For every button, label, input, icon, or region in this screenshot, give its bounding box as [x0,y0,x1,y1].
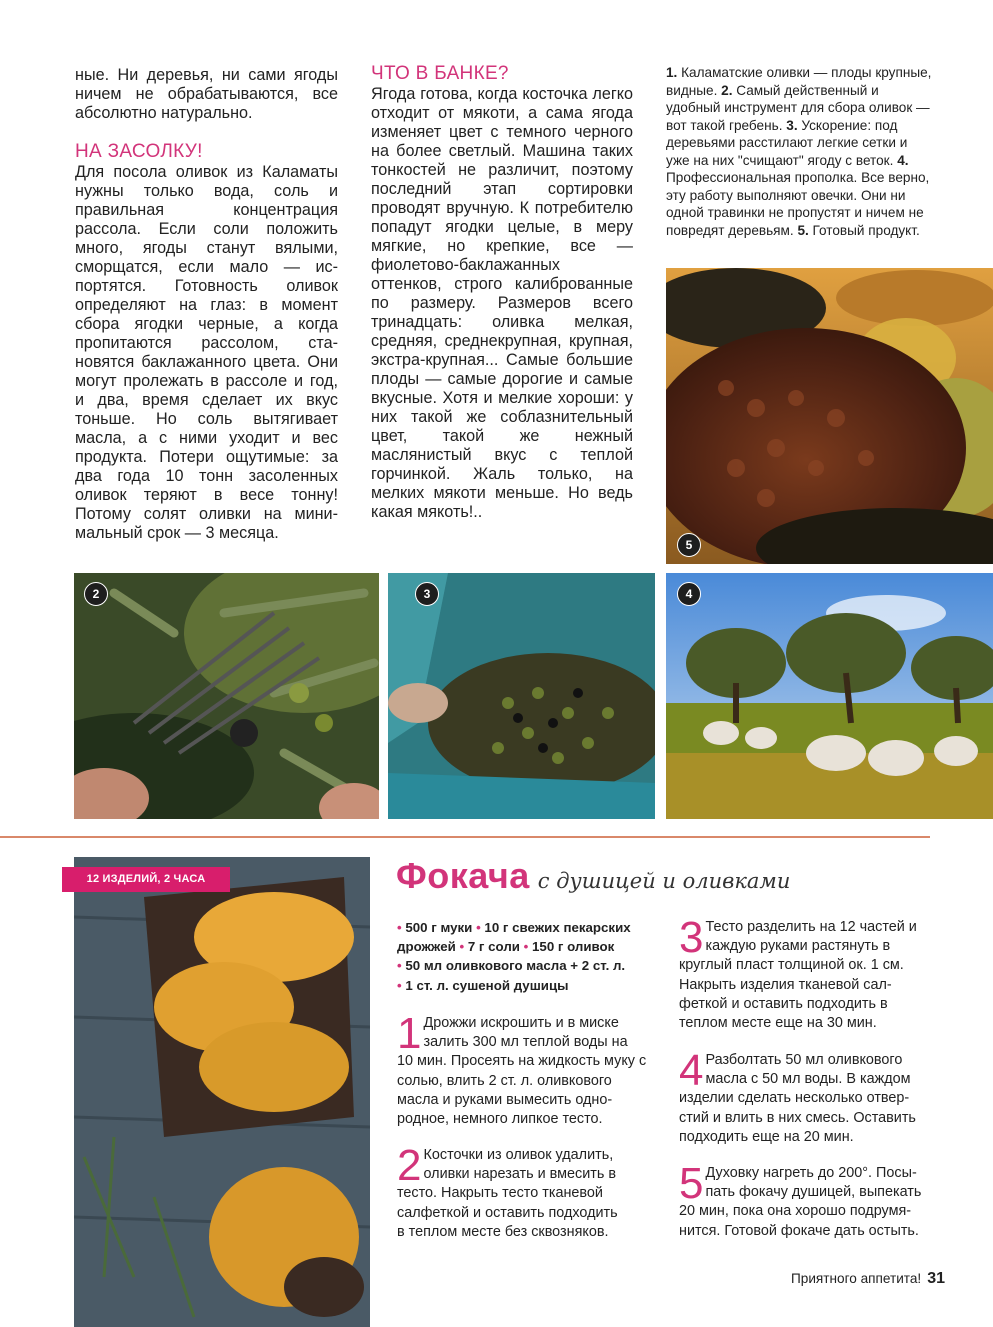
col2-paragraph-1: Ягода готова, когда косточка легко отходит от мякоти, а сама ягода изменяет цвет с темного черного на более светлый. Машина таких тонкостей не различит, поэтому последний этап сортировки проводят вручную. К потребителю попадут ягодки целые, в меру мягкие, но крепкие, все — фиолетово-баклажанных оттенков, строго калиброванные по размеру. Размеров всего тринадцать: оливка мелкая, средняя, среднекрупная, крупная, экстра-крупная... Самые большие плоды — самые дорогие и самые вкусные. Хотя и мелкие хороши: у них такой же соблазнительный цвет, такой же нежный маслянистый вкус с теплой горчинкой. Жаль только, на мелких мякоти меньше. Но ведь какая мякоть!.. [371,85,633,521]
recipe-title-main: Фокача [396,855,530,896]
ingredient: 1 ст. л. сушеной душицы [405,977,569,993]
step-text: Тесто разделить на 12 частей и каждую руками растянуть в круглый пласт толщиной ок. 1 см. Накрыть изделия тканевой салфеткой и оставить подходить в теплом месте еще на 30 мин. [679,919,917,1032]
recipe-title [396,855,790,897]
step-text: Косточки из оливок удалить, оливки нарезать и вмесить в тесто. Накрыть тесто тканевой салфеткой и оставить подходить в теплом месте без сквозняков. [397,1147,618,1240]
recipe-step-3 [679,913,931,1033]
recipe-subtitle: с душицей и оливками [537,869,791,893]
caption-text-1: Каламатские оливки — плоды крупные, видные. [666,65,932,98]
recipe-step-1 [397,1009,647,1129]
caption-num-3: 3. [786,117,798,133]
photo-captions [666,64,932,239]
step-text: Разболтать 50 мл оливкового масла с 50 мл воды. В каждом изделии сделать несколько отверстий и влить в них смесь. Оставить подходить еще на 20 мин. [679,1052,916,1145]
page-footer [791,1270,945,1288]
caption-text-5: Готовый продукт. [808,222,920,238]
caption-num-5: 5. [797,222,809,238]
caption-text-3: Ускорение: под деревьями расстилают легкие сетки и уже на них "счищают" ягоду с веток. [666,117,908,168]
photo-focaccia [74,857,370,1327]
photo-olives-bowls [666,268,993,564]
col1-paragraph-2: Для посола оливок из Каламаты нужны только вода, соль и правильная концентрация рассола. Если соли положить много, ягоды станут вялыми, сморщатся, если мало — испортятся. Готовность оливок определяют на глаз: в момент сбора ягодки черные, а когда пропитаются рассолом, становятся баклажанного цвета. Они могут пролежать в рассоле и год, и два, время сделает их вкус тоньше. Но соль вытягивает масла, а с ними уходит и вес продукта. Потери ощутимые: за два года 10 тонн засоленных оливок теряют в весе тонну! Потому солят оливки на минимальный срок — 3 месяца. [75,163,338,542]
ingredient: 10 г свежих пекарских дрожжей [397,920,631,955]
photo-badge-3: 3 [415,582,439,606]
ingredient: 150 г оливок [532,939,615,955]
article-column-1 [75,66,338,543]
ingredient: 50 мл оливкового масла + 2 ст. л. [405,958,626,974]
photo-olive-comb [74,573,379,819]
photo-badge-5: 5 [677,533,701,557]
page-number: 31 [927,1270,945,1287]
article-column-2 [371,63,633,522]
photo-olive-nets [388,573,655,819]
caption-num-4: 4. [897,152,909,168]
section-heading-jar: ЧТО В БАНКЕ? [371,63,509,84]
recipe-step-5 [679,1159,929,1241]
photo-sheep-grove [666,573,993,819]
step-text: Дрожжи искрошить и в миске залить 300 мл теплой воды на 10 мин. Просеять на жидкость муку с солью, влить 2 ст. л. оливкового масла и руками вымесить однородное, немного липкое тесто. [397,1015,647,1128]
footer-text: Приятного аппетита! [791,1271,922,1286]
photo-badge-2: 2 [84,582,108,606]
step-number: 4 [679,1046,704,1095]
step-number: 5 [679,1159,704,1208]
caption-num-2: 2. [721,82,733,98]
step-number: 3 [679,913,704,962]
caption-text-2: Самый действенный и удобный инструмент для сбора оливок — вот такой гребень. [666,82,930,133]
step-text: Духовку нагреть до 200°. Посыпать фокачу душицей, выпекать 20 мин, пока она хорошо подрумянится. Готовой фокаче дать остыть. [679,1165,922,1239]
caption-num-1: 1. [666,65,678,80]
ingredient: 500 г муки [405,920,473,935]
section-heading-salting: НА ЗАСОЛКУ! [75,141,203,162]
ingredients-list: • 500 г муки • 10 г свежих пекарских дрожжей • 7 г соли • 150 г оливок • 50 мл оливкового масла + 2 ст. л. • 1 ст. л. сушеной душицы [397,920,631,993]
caption-text-4: Профессиональная прополка. Все верно, эту работу выполняют овечки. Они ни одной травинки не пропустят и ничем не повредят деревьям. [666,170,930,238]
section-divider [0,836,930,838]
recipe-step-2 [397,1141,627,1242]
col1-paragraph-1: ные. Ни деревья, ни сами ягоды ничем не обрабатываются, все абсолютно натурально. [75,66,338,122]
recipe-time-label: 12 ИЗДЕЛИЙ, 2 ЧАСА [62,867,230,892]
photo-badge-4: 4 [677,582,701,606]
step-number: 1 [397,1009,422,1058]
ingredient: 7 г соли [467,939,520,955]
step-number: 2 [397,1141,422,1190]
recipe-step-4 [679,1046,927,1147]
